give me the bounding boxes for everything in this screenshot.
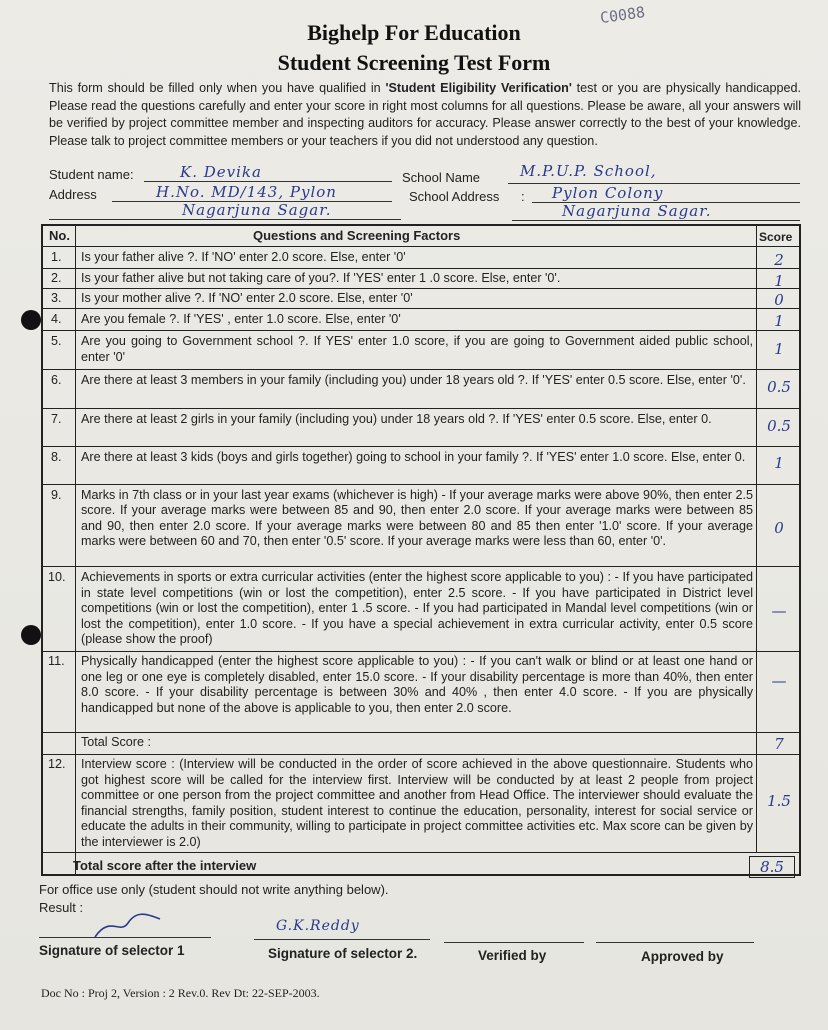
question-text: Is your father alive ?. If 'NO' enter 2.0 score. Else, enter '0' bbox=[81, 250, 406, 264]
question-text: Are you going to Government school ?. If YES' enter 1.0 score, if you are going to Government aided public school, enter '0' bbox=[81, 334, 753, 364]
selector2-signature-label: Signature of selector 2. bbox=[268, 946, 418, 961]
row-number: 4. bbox=[51, 312, 62, 326]
school-name-value[interactable]: M.P.U.P. School, bbox=[520, 162, 657, 180]
screening-table bbox=[41, 224, 801, 876]
student-name-line bbox=[144, 181, 392, 182]
school-address-value-2[interactable]: Nagarjuna Sagar. bbox=[562, 202, 712, 220]
row-number: 11. bbox=[48, 654, 65, 668]
total-score-label: Total Score : bbox=[81, 735, 151, 749]
col-divider-1 bbox=[75, 226, 76, 874]
question-text: Is your mother alive ?. If 'NO' enter 2.0 score. Else, enter '0' bbox=[81, 291, 413, 305]
intro-text-1: This form should be filled only when you have qualified in bbox=[49, 81, 386, 95]
school-address-value-1[interactable]: Pylon Colony bbox=[552, 184, 664, 202]
row-number: 8. bbox=[51, 450, 62, 464]
row-divider bbox=[43, 369, 799, 370]
result-label: Result : bbox=[39, 900, 84, 915]
punch-hole-top bbox=[21, 310, 41, 330]
row-divider bbox=[43, 754, 799, 755]
instructions-paragraph bbox=[49, 80, 801, 150]
school-address-label: School Address bbox=[409, 189, 500, 204]
address-label: Address bbox=[49, 187, 97, 202]
score-value[interactable]: 1 bbox=[774, 340, 784, 358]
form-title: Student Screening Test Form bbox=[277, 50, 551, 75]
total-score-value[interactable]: 7 bbox=[774, 735, 784, 753]
row-divider bbox=[43, 852, 799, 853]
row-divider bbox=[43, 651, 799, 652]
score-value[interactable]: 1 bbox=[774, 272, 784, 290]
school-address-line-2 bbox=[512, 220, 800, 221]
organization-title: Bighelp For Education bbox=[307, 20, 521, 45]
office-use-note: For office use only (student should not write anything below). bbox=[39, 882, 389, 897]
address-value-2[interactable]: Nagarjuna Sagar. bbox=[182, 201, 332, 219]
verified-line bbox=[444, 942, 584, 943]
school-address-colon: : bbox=[521, 189, 525, 204]
document-number: Doc No : Proj 2, Version : 2 Rev.0. Rev Dt: 22-SEP-2003. bbox=[41, 986, 320, 1000]
selector1-signature-mark bbox=[90, 905, 170, 945]
school-name-label: School Name bbox=[402, 170, 481, 185]
punch-hole-bottom bbox=[21, 625, 41, 645]
row-number: 7. bbox=[51, 412, 62, 426]
question-text: Marks in 7th class or in your last year exams (whichever is high) - If your average marks were above 90%, then enter 2.5 score. If your average marks were between 85 and 90, then enter 2.0 score. If your average marks were between 85 and 90, then enter 2.0 score. If your average marks were between 80 and 85 then enter '1.0' score. If your average marks were between 60 and 70, then enter '0.5' score. If your average marks were less than 60, enter '0'. bbox=[81, 488, 753, 549]
score-value[interactable]: 0 bbox=[774, 519, 784, 537]
row-divider bbox=[43, 288, 799, 289]
intro-bold: 'Student Eligibility Verification' bbox=[385, 81, 572, 95]
final-score-value[interactable]: 8.5 bbox=[760, 858, 784, 876]
student-name-value[interactable]: K. Devika bbox=[180, 163, 262, 181]
reference-stamp: C0088 bbox=[598, 2, 647, 28]
address-line-2 bbox=[49, 219, 401, 220]
address-value-1[interactable]: H.No. MD/143, Pylon bbox=[156, 183, 337, 201]
question-text: Physically handicapped (enter the highest score applicable to you) : - If you can't walk or blind or at least one hand or one leg or one eye is completely disabled, enter 15.0 score. - If your disability percentage is more than 40%, then enter 8.0 score. - If your disability percentage is between 30% and 40% , then enter 4.0 score. - If you are physically handicapped but none of the above is applicable to you, then enter 2.0 score. bbox=[81, 654, 753, 715]
score-value[interactable]: 1.5 bbox=[767, 792, 791, 810]
row-divider bbox=[43, 408, 799, 409]
question-text: Are there at least 3 members in your family (including you) under 18 years old ?. If 'YES' enter 0.5 score. Else, enter '0'. bbox=[81, 373, 746, 387]
question-text: Is your father alive but not taking care of you?. If 'YES' enter 1 .0 score. Else, enter '0'. bbox=[81, 271, 561, 285]
verified-by-label: Verified by bbox=[478, 948, 547, 963]
question-text: Are there at least 3 kids (boys and girls together) going to school in your family ?. If 'YES' enter 1.0 score. Else, enter 0. bbox=[81, 450, 746, 464]
question-text: Are you female ?. If 'YES' , enter 1.0 score. Else, enter '0' bbox=[81, 312, 401, 326]
approved-line bbox=[596, 942, 754, 943]
row-divider bbox=[43, 268, 799, 269]
row-divider bbox=[43, 732, 799, 733]
question-text: Achievements in sports or extra curricular activities (enter the highest score applicable to you) : - If you have participated in state level competitions (win or lost the competition), enter 2.5 score. - If you have participated in District level competitions (win or lost the competition), enter 1 .5 score. - If you had participated in Mandal level competitions (win or lost the competition), enter 1.0 score. - If you have a special achievement in extra curricular activity, enter 0.5 score (please show the proof) bbox=[81, 570, 753, 647]
selector2-signature: G.K.Reddy bbox=[276, 918, 360, 934]
row-number: 3. bbox=[51, 291, 62, 305]
total-after-interview-label: Total score after the interview bbox=[73, 858, 257, 873]
row-divider bbox=[43, 446, 799, 447]
row-divider bbox=[43, 330, 799, 331]
row-divider bbox=[43, 308, 799, 309]
row-number: 1. bbox=[51, 250, 62, 264]
score-value[interactable]: 0.5 bbox=[767, 378, 791, 396]
selector1-signature-label: Signature of selector 1 bbox=[39, 943, 185, 958]
student-name-label: Student name: bbox=[49, 167, 134, 182]
score-value[interactable]: 0 bbox=[774, 291, 784, 309]
intro-text-2: test or you are physically handicapped. Please read the questions carefully and enter your score in right most columns for all questions. Please be aware, all your answers will be verified by project committee member and inspecting auditors for accuracy. Please answer correctly to the best of your knowledge. Please talk to project committee members or your teachers if you did not understood any question. bbox=[49, 81, 801, 148]
row-number: 2. bbox=[51, 271, 62, 285]
row-number: 9. bbox=[51, 488, 62, 502]
row-divider bbox=[43, 566, 799, 567]
row-divider bbox=[43, 484, 799, 485]
row-divider bbox=[43, 246, 799, 247]
row-number: 12. bbox=[48, 757, 66, 771]
col-header-questions: Questions and Screening Factors bbox=[253, 228, 461, 243]
sig2-line bbox=[254, 939, 430, 940]
row-number: 5. bbox=[51, 334, 62, 348]
score-value[interactable]: — bbox=[771, 672, 787, 690]
col-header-score: Score bbox=[759, 230, 793, 244]
score-value[interactable]: 2 bbox=[774, 251, 784, 269]
col-header-no: No. bbox=[49, 228, 70, 243]
score-value[interactable]: 1 bbox=[774, 454, 784, 472]
score-value[interactable]: 1 bbox=[774, 312, 784, 330]
row-number: 10. bbox=[48, 570, 66, 584]
question-text: Interview score : (Interview will be conducted in the order of score achieved in the above questionnaire. Students who got highest score will be called for the interview first. Interview will be conducted by at least 2 people from project committee or one person from the project committee and another from Head Office. The interviewer should evaluate the financial strengths, family position, student interest to continue the education, personality, interest for social service or educate the adults in their community, willing to participate in project committee activities etc. Max score can be given by the interviewer is 2.0) bbox=[81, 757, 753, 849]
score-value[interactable]: 0.5 bbox=[767, 417, 791, 435]
question-text: Are there at least 2 girls in your family (including you) under 18 years old ?. If 'YES' enter 0.5 score. Else, enter 0. bbox=[81, 412, 712, 426]
row-number: 6. bbox=[51, 373, 62, 387]
score-value[interactable]: — bbox=[771, 602, 787, 620]
approved-by-label: Approved by bbox=[641, 949, 724, 964]
